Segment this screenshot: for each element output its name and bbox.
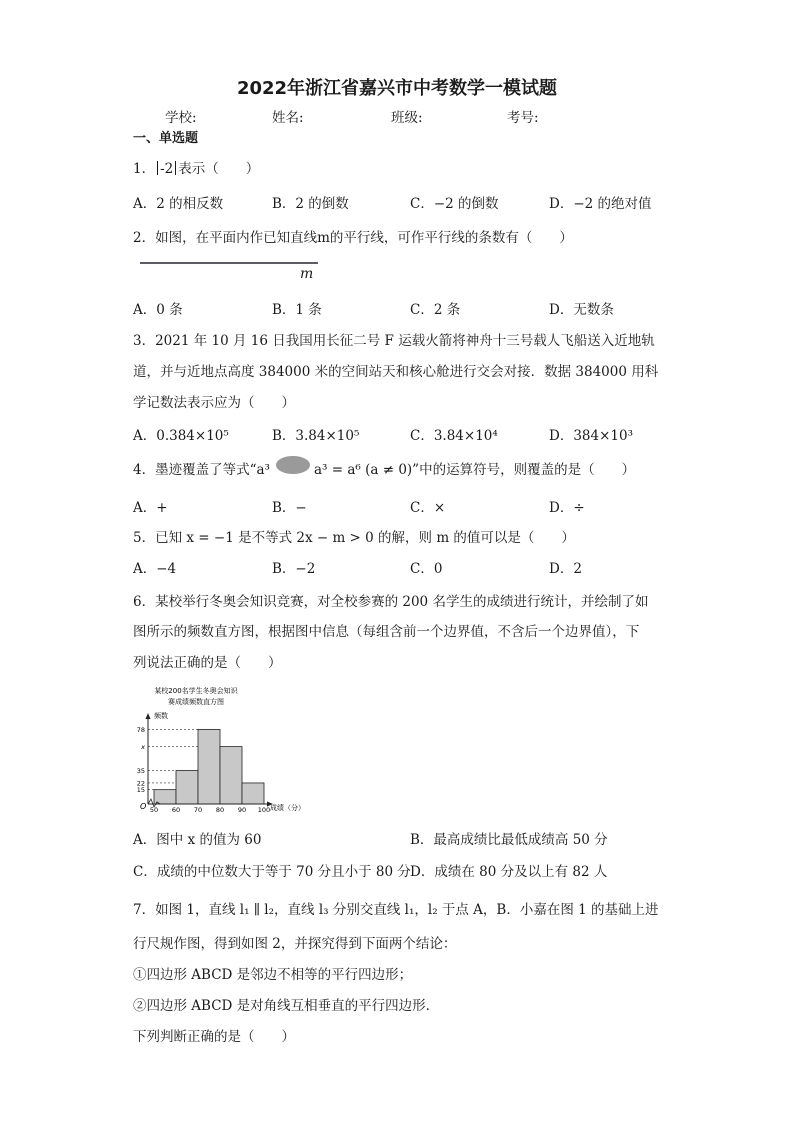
- q1-option-d[interactable]: D．−2 的绝对值: [549, 196, 652, 212]
- q7-stem-line-1: 7．如图 1，直线 l₁ ∥ l₂，直线 l₃ 分别交直线 l₁，l₂ 于点 A，B．小嘉在图 1 的基础上进: [133, 902, 659, 918]
- q6-option-b[interactable]: B．最高成绩比最低成绩高 50 分: [410, 832, 608, 848]
- line-m-figure: [140, 262, 318, 264]
- x-tick-label: 80: [215, 806, 225, 814]
- q3-stem-line-3: 学记数法表示应为（ ）: [133, 395, 295, 411]
- chart-bars: [154, 729, 264, 804]
- y-tick-label: 78: [136, 725, 145, 734]
- q6-stem-line-2: 图所示的频数直方图，根据图中信息（每组含前一个边界值，不含后一个边界值），下: [133, 624, 640, 640]
- y-axis-arrow-icon: [146, 713, 151, 719]
- q4-stem-suffix: a³ = a⁶ (a ≠ 0)”中的运算符号，则覆盖的是（ ）: [314, 462, 636, 478]
- q5-option-c[interactable]: C．0: [410, 561, 443, 577]
- q3-option-d[interactable]: D．384×10³: [549, 428, 633, 444]
- school-label: 学校:: [165, 110, 197, 126]
- y-tick-label: 35: [136, 767, 145, 776]
- q1-stem-text: 表示（ ）: [178, 161, 260, 177]
- x-tick-label: 70: [193, 806, 203, 814]
- y-tick-label: 22: [136, 779, 145, 788]
- q2-stem: 2．如图，在平面内作已知直线m的平行线，可作平行线的条数有（ ）: [133, 230, 573, 246]
- q6-option-c[interactable]: C．成绩的中位数大于等于 70 分且小于 80 分: [133, 864, 411, 880]
- line-m-label: m: [300, 266, 314, 282]
- q6-stem-line-1: 6．某校举行冬奥会知识竞赛，对全校参赛的 200 名学生的成绩进行统计，并绘制了如: [133, 594, 649, 610]
- q5-option-d[interactable]: D．2: [549, 561, 582, 577]
- histogram-bar: [220, 747, 242, 804]
- q7-question: 下列判断正确的是（ ）: [133, 1029, 295, 1045]
- name-label: 姓名:: [272, 110, 304, 126]
- q7-conclusion-2: ②四边形 ABCD 是对角线互相垂直的平行四边形．: [133, 998, 440, 1014]
- exam-number-label: 考号:: [507, 110, 539, 126]
- q1-option-a[interactable]: A．2 的相反数: [133, 196, 224, 212]
- q5-option-b[interactable]: B．−2: [272, 561, 316, 577]
- q4-option-c[interactable]: C．×: [410, 500, 446, 516]
- histogram-svg: [124, 684, 314, 814]
- section-heading: 一、单选题: [133, 131, 199, 146]
- q3-option-a[interactable]: A．0.384×10⁵: [133, 428, 229, 444]
- q1-option-c[interactable]: C．−2 的倒数: [410, 196, 499, 212]
- q7-conclusion-1: ①四边形 ABCD 是邻边不相等的平行四边形；: [133, 967, 413, 983]
- q7-stem-line-2: 行尺规作图，得到如图 2，并探究得到下面两个结论：: [133, 936, 457, 952]
- histogram-bar: [198, 729, 220, 804]
- q2-option-b[interactable]: B．1 条: [272, 302, 322, 318]
- histogram-chart: [124, 684, 314, 814]
- x-tick-label: 50: [149, 806, 159, 814]
- q4-option-a[interactable]: A．+: [133, 500, 168, 516]
- q3-stem-line-1: 3．2021 年 10 月 16 日我国用长征二号 F 运载火箭将神舟十三号载人飞船送入近地轨: [133, 333, 655, 349]
- q4-stem-prefix: 4．墨迹覆盖了等式“a³: [133, 462, 270, 478]
- x-tick-label: 90: [237, 806, 247, 814]
- q2-option-d[interactable]: D．无数条: [549, 302, 614, 318]
- histogram-bar: [176, 771, 198, 804]
- q3-option-b[interactable]: B．3.84×10⁵: [272, 428, 360, 444]
- y-tick-label: x: [141, 743, 145, 752]
- q1-abs-value: -2: [160, 161, 174, 177]
- abs-bar-right-icon: [175, 161, 176, 175]
- page-title: 2022年浙江省嘉兴市中考数学一模试题: [236, 78, 558, 99]
- q4-option-b[interactable]: B．−: [272, 500, 307, 516]
- chart-origin: O: [140, 802, 147, 811]
- chart-y-label: 频数: [154, 712, 168, 720]
- q6-stem-line-3: 列说法正确的是（ ）: [133, 655, 282, 671]
- y-tick-label: 15: [136, 786, 145, 795]
- q3-option-c[interactable]: C．3.84×10⁴: [410, 428, 498, 444]
- q1-stem: [133, 157, 259, 177]
- q5-option-a[interactable]: A．−4: [133, 561, 177, 577]
- x-tick-label: 60: [171, 806, 181, 814]
- q6-option-a[interactable]: A．图中 x 的值为 60: [133, 832, 262, 848]
- x-tick-label: 100: [257, 806, 271, 814]
- q5-stem: 5．已知 x = −1 是不等式 2x − m > 0 的解，则 m 的值可以是（ ）: [133, 530, 575, 546]
- class-label: 班级:: [391, 110, 423, 126]
- chart-title-line-1: 某校200名学生冬奥会知识: [154, 687, 238, 695]
- q1-option-b[interactable]: B．2 的倒数: [272, 196, 349, 212]
- chart-title-line-2: 赛成绩频数直方图: [168, 698, 224, 706]
- q3-stem-line-2: 道，并与近地点高度 384000 米的空间站天和核心舱进行交会对接．数据 384000 用科: [133, 364, 659, 380]
- q6-option-d[interactable]: D．成绩在 80 分及以上有 82 人: [410, 864, 608, 880]
- histogram-bar: [242, 783, 264, 804]
- abs-bar-left-icon: [157, 161, 158, 175]
- ink-blot-icon: [276, 456, 310, 474]
- q4-option-d[interactable]: D．÷: [549, 500, 585, 516]
- q2-option-c[interactable]: C．2 条: [410, 302, 461, 318]
- chart-x-label: 成绩（分）: [270, 804, 305, 812]
- q1-number: 1．: [133, 161, 156, 177]
- q2-option-a[interactable]: A．0 条: [133, 302, 183, 318]
